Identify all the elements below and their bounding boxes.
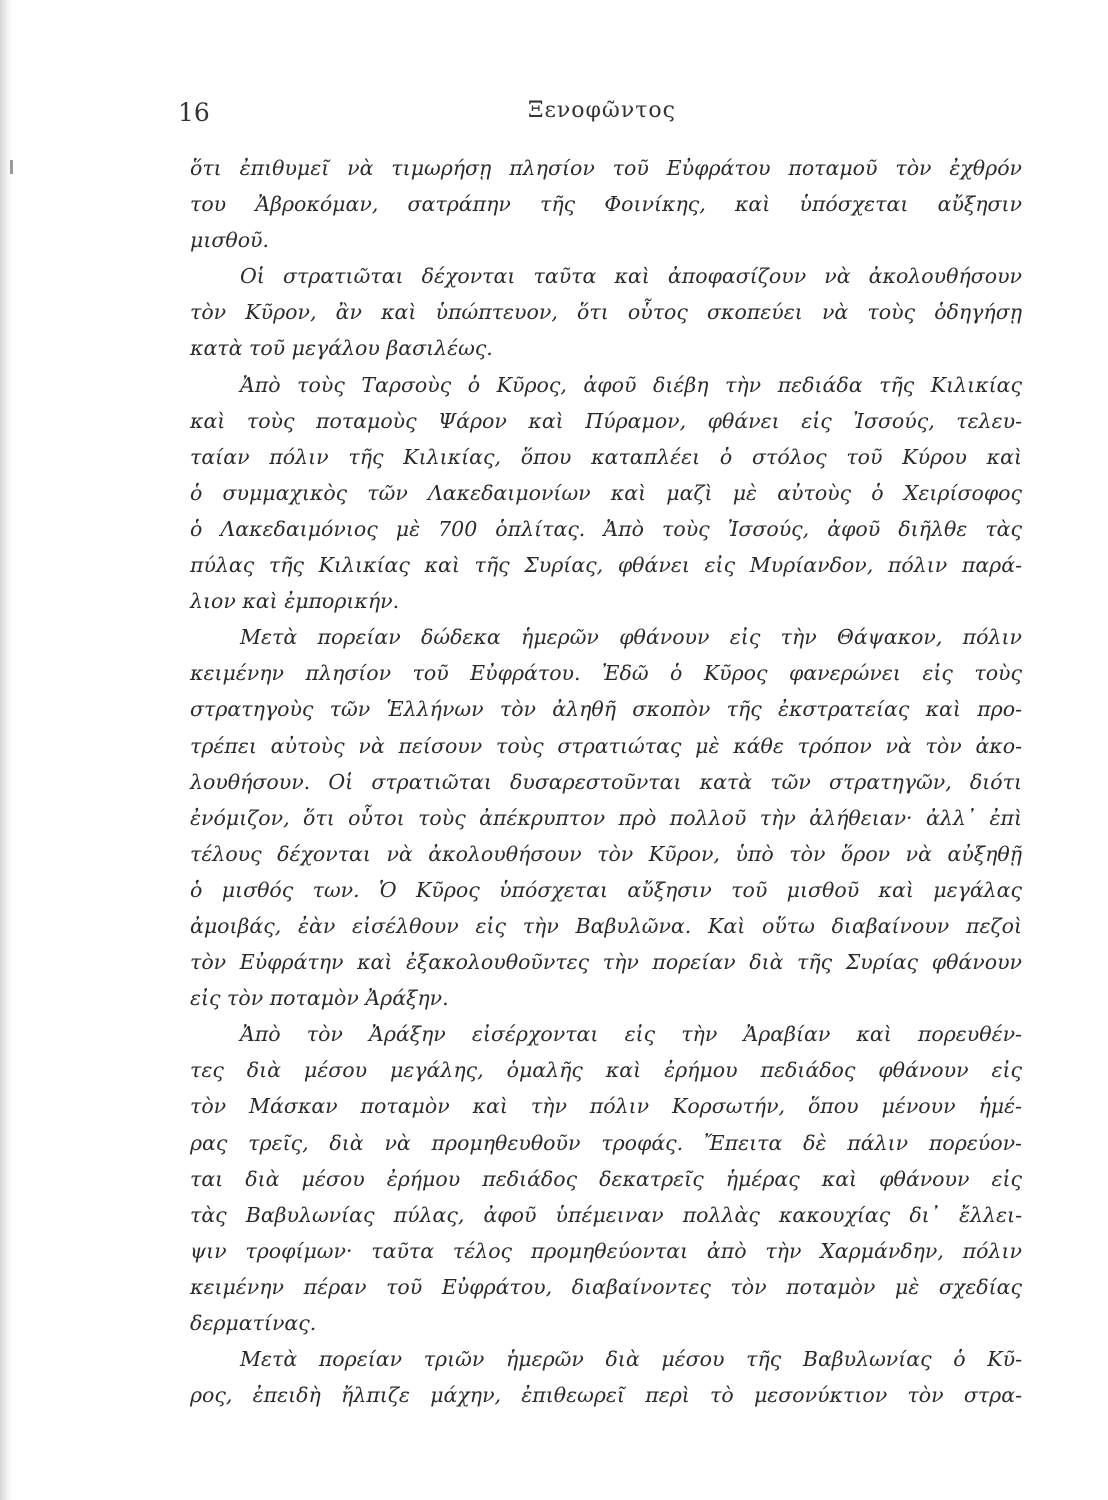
- text-line: πύλας τῆς Κιλικίας καὶ τῆς Συρίας, φθάνει εἰς Μυρίανδον, πόλιν παρά-: [190, 553, 1022, 578]
- text-line: του Ἀβροκόμαν, σατράπην τῆς Φοινίκης, καὶ ὑπόσχεται αὔξησιν: [190, 192, 1022, 217]
- text-line: κειμένην πλησίον τοῦ Εὐφράτου. Ἐδῶ ὁ Κῦρος φανερώνει εἰς τοὺς: [190, 661, 1022, 686]
- text-line: τὸν Εὐφράτην καὶ ἐξακολουθοῦντες τὴν πορείαν διὰ τῆς Συρίας φθάνουν: [190, 950, 1022, 975]
- text-line: τέλους δέχονται νὰ ἀκολουθήσουν τὸν Κῦρον, ὑπὸ τὸν ὅρον νὰ αὐξηθῇ: [190, 841, 1022, 866]
- text-line: τρέπει αὐτοὺς νὰ πείσουν τοὺς στρατιώτας μὲ κάθε τρόπον νὰ τὸν ἀκο-: [190, 733, 1022, 758]
- text-line: τὸν Μάσκαν ποταμὸν καὶ τὴν πόλιν Κορσωτήν, ὅπου μένουν ἡμέ-: [190, 1094, 1022, 1119]
- running-title: Ξενοφῶντος: [528, 98, 676, 123]
- paragraph-start-line: Μετὰ πορείαν τριῶν ἡμερῶν διὰ μέσου τῆς Βαβυλωνίας ὁ Κῦ-: [240, 1347, 1022, 1372]
- text-line: δερματίνας.: [190, 1311, 317, 1335]
- text-line: ρας τρεῖς, διὰ νὰ προμηθευθοῦν τροφάς. Ἔπειτα δὲ πάλιν πορεύον-: [190, 1130, 1022, 1155]
- text-line: ὁ συμμαχικὸς τῶν Λακεδαιμονίων καὶ μαζὶ μὲ αὐτοὺς ὁ Χειρίσοφος: [190, 480, 1022, 505]
- text-line: ὁ μισθός των. Ὁ Κῦρος ὑπόσχεται αὔξησιν τοῦ μισθοῦ καὶ μεγάλας: [190, 877, 1022, 902]
- text-line: ὁ Λακεδαιμόνιος μὲ 700 ὁπλίτας. Ἀπὸ τοὺς Ἰσσούς, ἀφοῦ διῆλθε τὰς: [190, 516, 1022, 541]
- paragraph-start-line: Οἱ στρατιῶται δέχονται ταῦτα καὶ ἀποφασίζουν νὰ ἀκολουθήσουν: [240, 264, 1022, 289]
- text-line: ἀμοιβάς, ἐὰν εἰσέλθουν εἰς τὴν Βαβυλῶνα. Καὶ οὕτω διαβαίνουν πεζοὶ: [190, 913, 1022, 938]
- page-header: [178, 98, 978, 138]
- text-line: λιον καὶ ἐμπορικήν.: [190, 589, 400, 614]
- text-line: τες διὰ μέσου μεγάλης, ὁμαλῆς καὶ ἐρήμου πεδιάδος φθάνουν εἰς: [190, 1058, 1022, 1083]
- text-line: καὶ τοὺς ποταμοὺς Ψάρον καὶ Πύραμον, φθάνει εἰς Ἰσσούς, τελευ-: [190, 408, 1022, 433]
- text-line: τὸν Κῦρον, ἂν καὶ ὑπώπτευον, ὅτι οὗτος σκοπεύει νὰ τοὺς ὁδηγήσῃ: [190, 300, 1022, 325]
- text-line: ἐνόμιζον, ὅτι οὗτοι τοὺς ἀπέκρυπτον πρὸ πολλοῦ τὴν ἀλήθειαν· ἀλλ᾽ ἐπὶ: [190, 805, 1022, 830]
- page-number: 16: [178, 98, 210, 127]
- text-line: ται διὰ μέσου ἐρήμου πεδιάδος δεκατρεῖς ἡμέρας καὶ φθάνουν εἰς: [190, 1166, 1022, 1191]
- text-line: μισθοῦ.: [190, 228, 270, 253]
- text-line: εἰς τὸν ποταμὸν Ἀράξην.: [190, 986, 449, 1011]
- text-line: κατὰ τοῦ μεγάλου βασιλέως.: [190, 336, 493, 361]
- text-line: λουθήσουν. Οἱ στρατιῶται δυσαρεστοῦνται κατὰ τῶν στρατηγῶν, διότι: [190, 769, 1022, 794]
- body-text: [190, 150, 1022, 1413]
- text-line: τὰς Βαβυλωνίας πύλας, ἀφοῦ ὑπέμειναν πολλὰς κακουχίας δι᾽ ἔλλει-: [190, 1202, 1022, 1227]
- text-line: ψιν τροφίμων· ταῦτα τέλος προμηθεύονται ἀπὸ τὴν Χαρμάνδην, πόλιν: [190, 1238, 1022, 1263]
- text-line: ὅτι ἐπιθυμεῖ νὰ τιμωρήσῃ πλησίον τοῦ Εὐφράτου ποταμοῦ τὸν ἐχθρόν: [190, 156, 1022, 180]
- text-line: ταίαν πόλιν τῆς Κιλικίας, ὅπου καταπλέει ὁ στόλος τοῦ Κύρου καὶ: [190, 444, 1022, 469]
- paragraph-start-line: Ἀπὸ τὸν Ἀράξην εἰσέρχονται εἰς τὴν Ἀραβίαν καὶ πορευθέν-: [240, 1022, 1022, 1047]
- text-line: κειμένην πέραν τοῦ Εὐφράτου, διαβαίνοντες τὸν ποταμὸν μὲ σχεδίας: [190, 1274, 1022, 1299]
- margin-mark: [10, 160, 13, 174]
- paragraph-start-line: Μετὰ πορείαν δώδεκα ἡμερῶν φθάνουν εἰς τὴν Θάψακον, πόλιν: [240, 625, 1022, 650]
- text-line: ρος, ἐπειδὴ ἤλπιζε μάχην, ἐπιθεωρεῖ περὶ τὸ μεσονύκτιον τὸν στρα-: [190, 1383, 1022, 1408]
- paragraph-start-line: Ἀπὸ τοὺς Ταρσοὺς ὁ Κῦρος, ἀφοῦ διέβη τὴν πεδιάδα τῆς Κιλικίας: [240, 372, 1022, 397]
- text-line: στρατηγοὺς τῶν Ἑλλήνων τὸν ἀληθῆ σκοπὸν τῆς ἐκστρατείας καὶ προ-: [190, 697, 1022, 722]
- page-edge-shadow: [0, 0, 12, 1500]
